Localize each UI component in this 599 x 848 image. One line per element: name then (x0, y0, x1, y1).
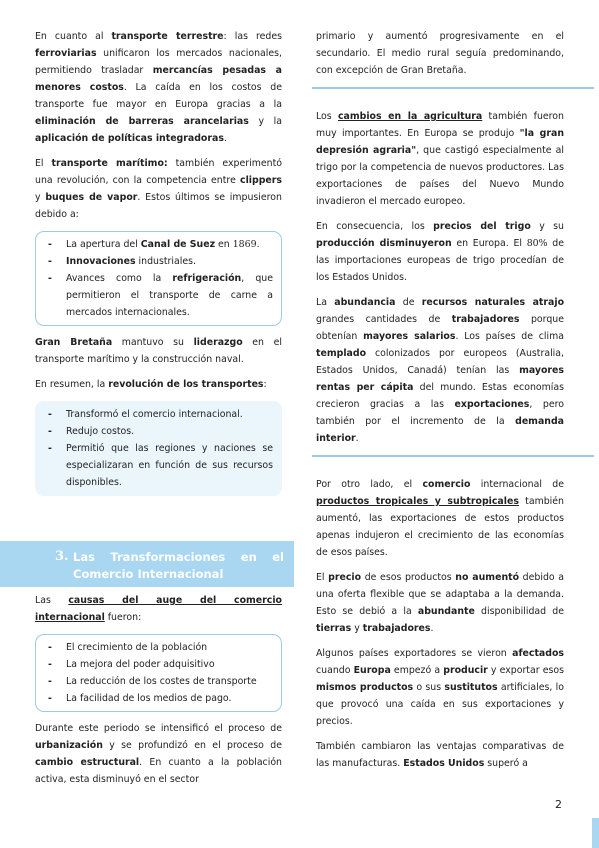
list-item: - Avances como la refrigeración, que permitieron el transporte de carne a mercados internacionales. (66, 270, 273, 321)
paragraph-urbanizacion: Durante este periodo se intensificó el proceso de urbanización y se profundizó en el proceso de cambio estructural. En cuanto a la población activa, esta disminuyó en el sector (35, 723, 282, 785)
list-item: - El crecimiento de la población (66, 639, 273, 656)
paragraph-recursos: La abundancia de recursos naturales atrajo grandes cantidades de trabajadores porque obtenían mayores salarios. Los países de clima templado colonizados por europeos (Australia, Estados Unidos, Canadá) tenían las mayores rentas per cápita del mundo. Estas economías crecieron gracias a las exportaciones, pero también por el incremento de la demanda interior. (316, 297, 565, 444)
list-item: - Permitió que las regiones y naciones se especializaran en función de sus recursos disponibles. (66, 440, 273, 491)
page-number: 2 (555, 798, 562, 811)
paragraph-causas: Las causas del auge del comercio internacional fueron: (35, 595, 282, 623)
paragraph-trigo: En consecuencia, los precios del trigo y su producción disminuyeron en Europa. El 80% de las importaciones europeas de trigo procedían de los Estados Unidos. (316, 221, 564, 283)
paragraph-gran-bretana: Gran Bretaña mantuvo su liderazgo en el transporte marítimo y la construcción naval. (35, 337, 282, 365)
left-column (35, 28, 282, 504)
left-column-lower (35, 592, 282, 796)
list-item: - Redujo costos. (66, 423, 273, 440)
list-item: - La facilidad de los medios de pago. (66, 690, 273, 707)
list-box-causas-vapor (35, 231, 282, 326)
divider (312, 87, 594, 89)
paragraph-ventajas: También cambiaron las ventajas comparativas de las manufacturas. Estados Unidos superó a (316, 741, 564, 769)
section-title: Las Transformaciones en el Comercio Internacional (73, 550, 284, 581)
list-item: - La apertura del Canal de Suez en 1869. (66, 236, 273, 253)
paragraph-tropicales: Por otro lado, el comercio internacional de productos tropicales y subtropicales también aumentó, las exportaciones de estos productos apenas indujeron el crecimiento de las economías de esos países. (316, 479, 564, 558)
paragraph-afectados: Algunos países exportadores se vieron afectados cuando Europa empezó a producir y exportar esos mismos productos o sus sustitutos artificiales, lo que provocó una caída en sus exportaciones y precios. (316, 648, 564, 727)
list-item: - Transformó el comercio internacional. (66, 406, 273, 423)
section-header (0, 541, 294, 587)
list-item: - La reducción de los costes de transporte (66, 673, 273, 690)
list-item: - Innovaciones industriales. (66, 253, 273, 270)
paragraph-transporte-maritimo: El transporte marítimo: también experimentó una revolución, con la competencia entre clippers y buques de vapor. Estos últimos se impusieron debido a: (35, 158, 282, 220)
paragraph-secundario: primario y aumentó progresivamente en el secundario. El medio rural seguía predominando, con excepción de Gran Bretaña. (316, 31, 564, 76)
section-number: 3. (55, 549, 69, 564)
paragraph-resumen: En resumen, la revolución de los transportes: (35, 379, 267, 390)
list-box-causas-comercio (35, 634, 282, 712)
paragraph-transporte-terrestre: En cuanto al transporte terrestre: las redes ferroviarias unificaron los mercados nacionales, permitiendo trasladar mercancías pesadas a menores costos. La caída en los costos de transporte fue mayor en Europa gracias a la eliminación de barreras arancelarias y la aplicación de políticas integradoras. (35, 31, 283, 144)
list-item: - La mejora del poder adquisitivo (66, 656, 273, 673)
right-column (316, 28, 564, 780)
page-edge-tab (592, 818, 599, 848)
list-box-resumen (35, 401, 282, 496)
divider (312, 455, 594, 457)
paragraph-agricultura: Los cambios en la agricultura también fueron muy importantes. En Europa se produjo "la gran depresión agraria", que castigó especialmente al trigo por la competencia de nuevos productores. Las exportaciones de países del Nuevo Mundo invadieron el mercado europeo. (316, 111, 565, 207)
paragraph-precio: El precio de esos productos no aumentó debido a una oferta flexible que se adaptaba a la demanda. Esto se debió a la abundante disponibilidad de tierras y trabajadores. (316, 572, 565, 634)
